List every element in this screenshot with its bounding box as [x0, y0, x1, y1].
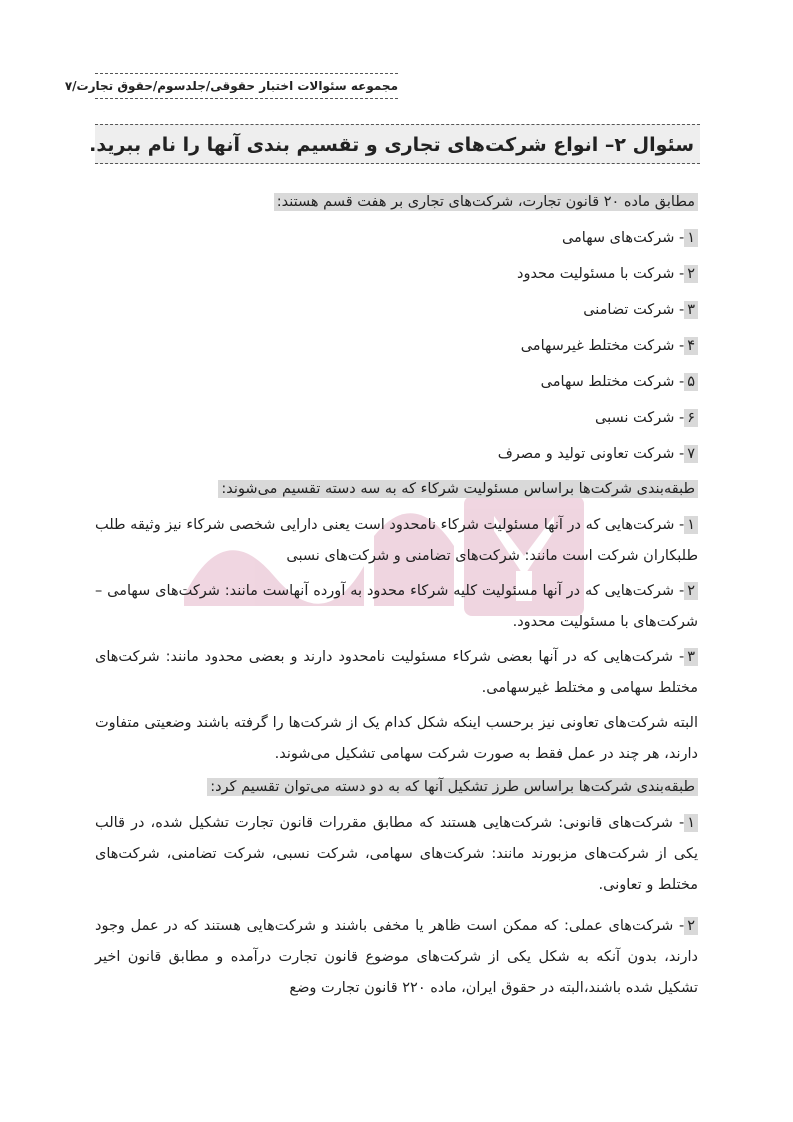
- intro-line: [95, 184, 698, 220]
- list-item: [95, 328, 698, 364]
- item-text: - شرکت‌های سهامی: [561, 230, 685, 246]
- item-text: - شرکت‌های عملی: که ممکن است ظاهر یا مخفی باشند و شرکت‌هایی هستند که در عمل وجود دارند، بدون آنکه به شکل یکی از شرکت‌های موضوع قانون تجارت درآمده و مطابق قانون اخیر تشکیل شده باشند،البته در حقوق ایران، ماده ۲۲۰ قانون تجارت وضع: [95, 918, 698, 996]
- list-item: [95, 220, 698, 256]
- liability-item-1: [95, 510, 698, 572]
- liability-item-2: [95, 576, 698, 638]
- item-number: ۳: [684, 648, 698, 666]
- item-number: ۲: [684, 917, 698, 935]
- item-number: ۵: [684, 373, 698, 391]
- item-text: - شرکت‌هایی که در آنها مسئولیت کلیه شرکاء محدود به آورده آنهاست مانند: شرکت‌های سهامی – شرکت‌های با مسئولیت محدود.: [95, 583, 698, 630]
- item-number: ۲: [684, 582, 698, 600]
- formation-classification-heading: [95, 770, 698, 804]
- item-text: - شرکت نسبی: [595, 410, 685, 426]
- list-item: [95, 292, 698, 328]
- section-heading-text: طبقه‌بندی شرکت‌ها براساس طرز تشکیل آنها که به دو دسته می‌توان تقسیم کرد:: [207, 778, 698, 796]
- list-item: [95, 364, 698, 400]
- item-text: - شرکت تضامنی: [583, 302, 685, 318]
- question-heading: سئوال ۲– انواع شرکت‌های تجاری و تقسیم بندی آنها را نام ببرید.: [95, 124, 700, 164]
- formation-item-2: [95, 911, 698, 1004]
- list-item: [95, 256, 698, 292]
- item-text: - شرکت با مسئولیت محدود: [516, 266, 685, 282]
- item-text: - شرکت‌های قانونی: شرکت‌هایی هستند که مطابق مقررات قانون تجارت تشکیل شده، در قالب یکی از شرکت‌های مزبورند مانند: شرکت‌های سهامی، شرکت نسبی، شرکت تضامنی، شرکت‌های مختلط و تعاونی.: [95, 815, 698, 893]
- item-number: ۴: [684, 337, 698, 355]
- liability-classification-heading: [95, 472, 698, 506]
- liability-item-3: [95, 642, 698, 704]
- item-number: ۲: [684, 265, 698, 283]
- running-header: مجموعه سئوالات اختبار حقوقی/جلدسوم/حقوق تجارت/۷: [95, 73, 398, 99]
- item-text: - شرکت مختلط غیرسهامی: [520, 338, 685, 354]
- section-heading-text: طبقه‌بندی شرکت‌ها براساس مسئولیت شرکاء که به سه دسته تقسیم می‌شوند:: [218, 480, 698, 498]
- item-number: ۱: [684, 814, 698, 832]
- list-item: [95, 400, 698, 436]
- item-text: - شرکت تعاونی تولید و مصرف: [497, 446, 685, 462]
- item-text: - شرکت مختلط سهامی: [540, 374, 685, 390]
- list-item: [95, 436, 698, 472]
- cooperative-note: البته شرکت‌های تعاونی نیز برحسب اینکه شکل کدام یک از شرکت‌ها را گرفته باشند وضعیتی متفاوت دارند، هر چند در عمل فقط به صورت شرکت سهامی تشکیل می‌شوند.: [95, 715, 698, 762]
- item-number: ۶: [684, 409, 698, 427]
- document-body: [95, 184, 698, 1004]
- item-number: ۷: [684, 445, 698, 463]
- item-text: - شرکت‌هایی که در آنها بعضی شرکاء مسئولیت نامحدود دارند و بعضی محدود مانند: شرکت‌های مختلط سهامی و مختلط غیرسهامی.: [95, 649, 698, 696]
- item-text: - شرکت‌هایی که در آنها مسئولیت شرکاء نامحدود است یعنی دارایی شخصی شرکاء نیز وثیقه طلب طلبکاران شرکت است مانند: شرکت‌های تضامنی و شرکت‌های نسبی: [94, 517, 698, 564]
- company-types-list: [95, 220, 698, 472]
- item-number: ۳: [684, 301, 698, 319]
- item-number: ۱: [684, 516, 698, 534]
- item-number: ۱: [684, 229, 698, 247]
- formation-item-1: [95, 808, 698, 901]
- intro-text: مطابق ماده ۲۰ قانون تجارت، شرکت‌های تجاری بر هفت قسم هستند:: [274, 193, 698, 211]
